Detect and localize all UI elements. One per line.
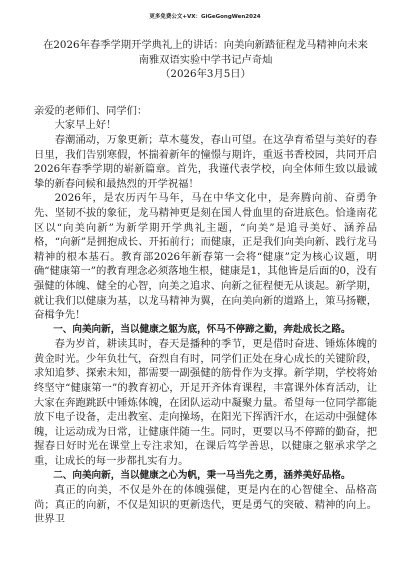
paragraph-health-mind: 真正的向美，不仅是外在的体魄强健，更是内在的心智健全、品格高尚；真正的向新，不仅是知识的更新迭代，更是勇气的突破、精神的向上。世界卫: [34, 484, 377, 526]
title-line-2: 南雅双语实验中学书记卢奇灿: [138, 53, 273, 66]
title-date: （2026年3月5日）: [160, 68, 251, 81]
paragraph-health-body: 春为岁首，耕读其时，春天是播种的季节，更是借时奋进、锤炼体魄的黄金时光。少年负壮气，奋烈自有时，同学们正处在身心成长的关键阶段，求知追梦、探索未知，都需要一副强健的筋骨作为支撑。新学期，学校将始终坚守“健康第一”的教育初心，开足开齐体育课程，丰富课外体育活动，让大家在奔跑跳跃中锤炼体魄，在团队运动中凝聚力量。希望每一位同学都能放下电子设备，走出教室、走向操场，在阳光下挥洒汗水，在运动中强健体魄，让运动成为日常，让健康伴随一生。同时，更要以马不停蹄的勤奋，把握春日好时光在课堂上专注求知，在课后笃学善思，以健康之躯承求学之重，让成长的每一步都扎实有力。: [34, 338, 377, 468]
section-heading-1: 一、向美向新，当以健康之躯为底，怀马不停蹄之勤，奔赴成长之路。: [53, 323, 351, 335]
salutation: 亲爱的老师们、同学们：: [34, 104, 148, 117]
document-body: [34, 38, 377, 527]
watermark-header: 更多免费公文+VX：GiGeGongWen2024: [149, 14, 261, 20]
greeting: 大家早上好！: [54, 119, 117, 132]
paragraph-year-of-horse: 2026年，是农历丙午马年，马在中华文化中，是奔腾向前、奋勇争先、坚韧不拔的象征，龙马精神更是刻在国人骨血里的奋进底色。恰逢南花区以“向美向新”为新学期开学典礼主题，“向美”是追寻美好、涵养品格，“向新”是拥抱成长、开拓前行；而健康，正是我们向美向新、践行龙马精神的根本基石。教育部2026年新春第一会将“健康”定为核心议题，明确“健康第一”的教育理念必须落地生根，健康是1，其他皆是后面的0，没有强健的体魄、健全的心智，向美之追求、向新之征程便无从谈起。新学期，就让我们以健康为基，以龙马精神为翼，在向美向新的道路上，策马扬鞭，奋楫争先！: [34, 192, 377, 322]
paragraph-spring-opening: 春潮涌动，万象更新；草木蔓发，春山可望。在这孕育希望与美好的春日里，我们告别寒假，怀揣着新年的憧憬与期许，重返书香校园，共同开启2026年春季学期的崭新篇章。首先，我谨代表学校，向全体师生致以最诚挚的新春问候和最热烈的开学祝福！: [34, 133, 377, 190]
title-line-1: 在2026年春季学期开学典礼上的讲话：向美向新踏征程龙马精神向未来: [43, 39, 368, 51]
section-heading-2: 二、向美向新，当以健康之心为帆，秉一马当先之勇，涵养美好品格。: [53, 469, 351, 481]
